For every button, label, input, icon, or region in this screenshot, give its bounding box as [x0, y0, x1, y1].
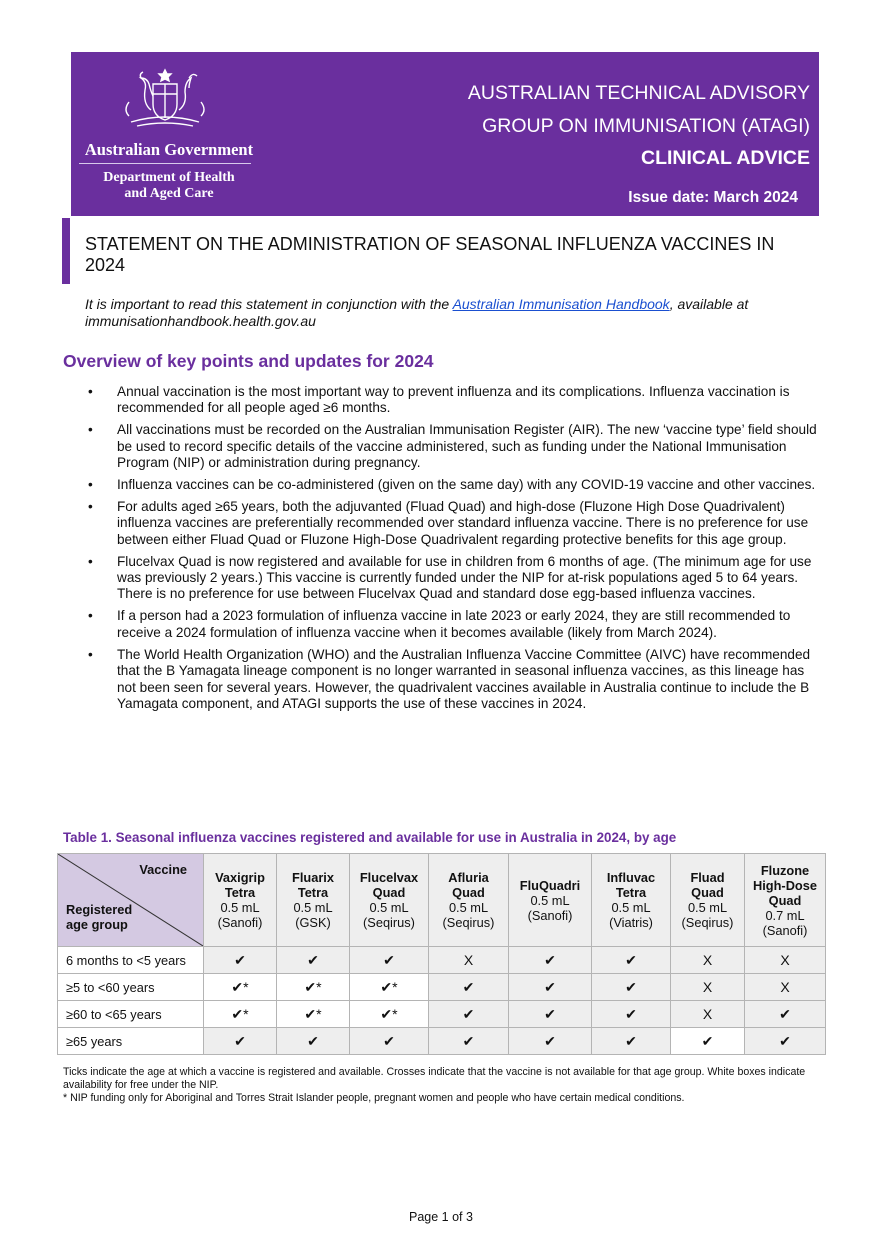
header-title-line-2: GROUP ON IMMUNISATION (ATAGI)	[482, 115, 810, 137]
vaccine-name: Tetra	[297, 885, 329, 900]
vaccine-name: Flucelvax	[359, 870, 419, 885]
header-banner	[71, 52, 819, 216]
vaccine-dose: 0.5 mL	[293, 900, 333, 915]
cross-icon: X	[702, 1006, 713, 1022]
handbook-link[interactable]: Australian Immunisation Handbook	[452, 296, 670, 312]
vaccine-name: Influvac	[606, 870, 656, 885]
vaccine-header-cell	[277, 854, 350, 947]
bullet-icon: •	[88, 608, 93, 624]
availability-cell	[204, 947, 277, 974]
corner-age-line-2: age group	[66, 917, 128, 932]
key-point-text: For adults aged ≥65 years, both the adjuvanted (Fluad Quad) and high-dose (Fluzone High Dose Quadrivalent) influenza vaccines are preferentially recommended over standard influenza vaccine. There is no preference for use between either Fluad Quad or Fluzone High-Dose Quadrivalent regarding protective benefits for this age group.	[117, 498, 809, 547]
availability-cell	[429, 947, 509, 974]
reading-note-pre: It is important to read this statement in conjunction with the	[85, 296, 453, 312]
header-divider	[79, 163, 251, 164]
availability-cell	[671, 947, 745, 974]
vaccine-name: Fluad	[690, 870, 725, 885]
key-point-item	[86, 608, 822, 641]
cross-icon: X	[702, 979, 713, 995]
department-line-1: Department of Health	[103, 170, 235, 185]
vaccine-header-cell	[592, 854, 671, 947]
vaccine-maker: (Viatris)	[609, 915, 653, 930]
vaccine-name: Vaxigrip	[215, 870, 265, 885]
check-icon: ✔	[779, 1005, 791, 1022]
check-icon: ✔*	[380, 978, 398, 995]
availability-cell	[592, 947, 671, 974]
check-icon: ✔	[779, 1032, 791, 1049]
bullet-icon: •	[88, 422, 93, 438]
vaccine-name: Fluarix	[292, 870, 334, 885]
check-icon: ✔	[307, 951, 319, 968]
vaccine-dose: 0.5 mL	[448, 900, 489, 915]
vaccine-header-cell	[671, 854, 745, 947]
vaccine-header-cell	[429, 854, 509, 947]
availability-cell	[350, 974, 429, 1001]
reading-note-post: , available at immunisationhandbook.health.gov.au	[85, 296, 749, 329]
check-icon: ✔	[544, 1032, 556, 1049]
page-title: STATEMENT ON THE ADMINISTRATION OF SEASONAL INFLUENZA VACCINES IN 2024	[85, 234, 775, 275]
vaccine-name: Quad	[452, 885, 485, 900]
check-icon: ✔	[383, 951, 395, 968]
availability-cell	[509, 1001, 592, 1028]
check-icon: ✔*	[380, 1005, 398, 1022]
issue-date: Issue date: March 2024	[628, 189, 798, 206]
vaccine-name: Fluzone	[760, 862, 810, 878]
key-point-item	[86, 384, 822, 417]
vaccine-dose: 0.5 mL	[220, 900, 260, 915]
corner-vaccine-label: Vaccine	[139, 862, 187, 877]
check-icon: ✔*	[304, 978, 322, 995]
table-body	[58, 947, 826, 1055]
commonwealth-coat-of-arms-icon	[117, 66, 213, 132]
bullet-icon: •	[88, 646, 93, 662]
key-point-text: Influenza vaccines can be co-administered (given on the same day) with any COVID-19 vaccine and other vaccines.	[117, 477, 816, 493]
availability-cell	[671, 974, 745, 1001]
key-point-text: All vaccinations must be recorded on the Australian Immunisation Register (AIR). The new ‘vaccine type’ field should be used to record specific details of the vaccine administered, such as funding under the National Immunisation Program (NIP) or administration during pregnancy.	[117, 422, 817, 471]
availability-cell	[745, 1028, 826, 1055]
vaccine-maker: (Sanofi)	[762, 922, 808, 938]
key-point-text: If a person had a 2023 formulation of influenza vaccine in late 2023 or early 2024, they are still recommended to receive a 2024 formulation of influenza vaccine when it becomes available (likely from March 2024).	[117, 608, 791, 640]
availability-cell	[671, 1001, 745, 1028]
check-icon: ✔*	[231, 978, 249, 995]
availability-cell	[592, 1001, 671, 1028]
vaccine-header-cell	[745, 854, 826, 947]
check-icon: ✔	[383, 1032, 395, 1049]
check-icon: ✔	[234, 1032, 246, 1049]
department-name	[79, 170, 259, 202]
vaccine-name: FluQuadri	[519, 877, 581, 893]
availability-cell	[509, 1028, 592, 1055]
availability-cell	[745, 947, 826, 974]
check-icon: ✔	[544, 978, 556, 995]
key-points-list	[86, 384, 822, 718]
check-icon: ✔	[625, 978, 637, 995]
key-point-item	[86, 477, 822, 493]
availability-cell	[277, 1001, 350, 1028]
check-icon: ✔	[462, 1032, 475, 1049]
availability-cell	[204, 1028, 277, 1055]
key-point-item	[86, 647, 822, 713]
check-icon: ✔*	[304, 1005, 322, 1022]
title-accent-bar	[62, 218, 70, 284]
check-icon: ✔	[462, 978, 475, 995]
bullet-icon: •	[88, 553, 93, 569]
check-icon: ✔	[625, 951, 637, 968]
vaccine-maker: (Sanofi)	[527, 907, 573, 923]
check-icon: ✔	[544, 1005, 556, 1022]
vaccine-maker: (Seqirus)	[363, 915, 415, 930]
check-icon: ✔	[701, 1032, 714, 1049]
check-icon: ✔	[544, 951, 556, 968]
availability-cell	[592, 1028, 671, 1055]
table-caption: Table 1. Seasonal influenza vaccines registered and available for use in Australia in 2024, by age	[63, 830, 677, 845]
reading-note	[85, 296, 825, 330]
key-point-text: The World Health Organization (WHO) and the Australian Influenza Vaccine Committee (AIVC) have recommended that the B Yamagata lineage component is no longer warranted in seasonal influenza vaccines, as this lineage has not been seen for several years. However, the quadrivalent vaccines available in Australia continue to include the B Yamagata component, and ATAGI supports the use of these vaccines in 2024.	[117, 646, 811, 711]
check-icon: ✔	[625, 1032, 637, 1049]
availability-cell	[429, 1028, 509, 1055]
age-group-label: ≥65 years	[58, 1028, 204, 1055]
vaccine-header-cell	[204, 854, 277, 947]
availability-cell	[277, 974, 350, 1001]
availability-cell	[204, 974, 277, 1001]
vaccine-name: Afluria	[448, 870, 489, 885]
corner-age-line-1: Registered	[66, 902, 133, 917]
key-point-text: Annual vaccination is the most important way to prevent influenza and its complications. Influenza vaccination is recommended for all people aged ≥6 months.	[117, 384, 790, 416]
availability-cell	[277, 947, 350, 974]
table-row	[58, 1028, 826, 1055]
vaccine-header-cell	[509, 854, 592, 947]
availability-cell	[350, 1028, 429, 1055]
cross-icon: X	[463, 952, 474, 968]
table-row	[58, 947, 826, 974]
corner-age-label	[66, 902, 132, 932]
vaccine-name: Tetra	[615, 885, 647, 900]
vaccine-dose: 0.5 mL	[369, 900, 409, 915]
availability-cell	[429, 974, 509, 1001]
vaccine-dose: 0.7 mL	[765, 907, 805, 923]
table-row	[58, 1001, 826, 1028]
availability-cell	[745, 974, 826, 1001]
overview-heading: Overview of key points and updates for 2024	[63, 351, 434, 371]
availability-cell	[509, 947, 592, 974]
government-name: Australian Government	[84, 140, 254, 159]
footnote-legend: Ticks indicate the age at which a vaccine is registered and available. Crosses indicate that the vaccine is not available for that age group. White boxes indicate availability for free under the NIP.	[63, 1066, 806, 1091]
vaccine-table	[57, 853, 826, 1055]
vaccine-header-cell	[350, 854, 429, 947]
cross-icon: X	[702, 952, 713, 968]
vaccine-name: Tetra	[224, 885, 256, 900]
availability-cell	[509, 974, 592, 1001]
bullet-icon: •	[88, 477, 93, 493]
key-point-item	[86, 554, 822, 603]
key-point-item	[86, 422, 822, 471]
check-icon: ✔	[462, 1005, 475, 1022]
availability-cell	[350, 1001, 429, 1028]
bullet-icon: •	[88, 498, 93, 514]
vaccine-name: Quad	[768, 892, 802, 908]
vaccine-name: High-Dose	[753, 877, 817, 893]
availability-cell	[429, 1001, 509, 1028]
cross-icon: X	[780, 979, 790, 995]
footnotes	[63, 1066, 823, 1105]
footnote-nip: * NIP funding only for Aboriginal and Torres Strait Islander people, pregnant women and people who have certain medical conditions.	[63, 1092, 685, 1104]
header-title-line-1: AUSTRALIAN TECHNICAL ADVISORY	[467, 82, 810, 104]
availability-cell	[745, 1001, 826, 1028]
table-header-row	[58, 854, 826, 947]
availability-cell	[671, 1028, 745, 1055]
vaccine-maker: (GSK)	[295, 915, 331, 930]
key-point-item	[86, 499, 822, 548]
header-clinical-advice: CLINICAL ADVICE	[640, 147, 810, 169]
vaccine-name: Quad	[372, 885, 406, 900]
check-icon: ✔	[307, 1032, 319, 1049]
availability-cell	[592, 974, 671, 1001]
table-corner-cell	[58, 854, 204, 947]
check-icon: ✔	[234, 951, 246, 968]
check-icon: ✔	[625, 1005, 637, 1022]
availability-cell	[204, 1001, 277, 1028]
vaccine-dose: 0.5 mL	[530, 892, 570, 908]
vaccine-maker: (Seqirus)	[442, 915, 495, 930]
cross-icon: X	[780, 952, 790, 968]
vaccine-dose: 0.5 mL	[687, 900, 728, 915]
page-number: Page 1 of 3	[409, 1210, 473, 1224]
check-icon: ✔*	[231, 1005, 249, 1022]
age-group-label: ≥60 to <65 years	[58, 1001, 204, 1028]
vaccine-maker: (Sanofi)	[217, 915, 263, 930]
vaccine-maker: (Seqirus)	[681, 915, 734, 930]
availability-cell	[277, 1028, 350, 1055]
table-row	[58, 974, 826, 1001]
vaccine-dose: 0.5 mL	[611, 900, 651, 915]
availability-cell	[350, 947, 429, 974]
department-line-2: and Aged Care	[124, 186, 214, 201]
vaccine-name: Quad	[691, 885, 724, 900]
age-group-label: 6 months to <5 years	[58, 947, 204, 974]
bullet-icon: •	[88, 384, 93, 399]
age-group-label: ≥5 to <60 years	[58, 974, 204, 1001]
key-point-text: Flucelvax Quad is now registered and available for use in children from 6 months of age. (The minimum age for use was previously 2 years.) This vaccine is currently funded under the NIP for at-risk populations aged 5 to 64 years. There is no preference for use between Flucelvax Quad and standard dose egg-based influenza vaccines.	[117, 553, 812, 602]
